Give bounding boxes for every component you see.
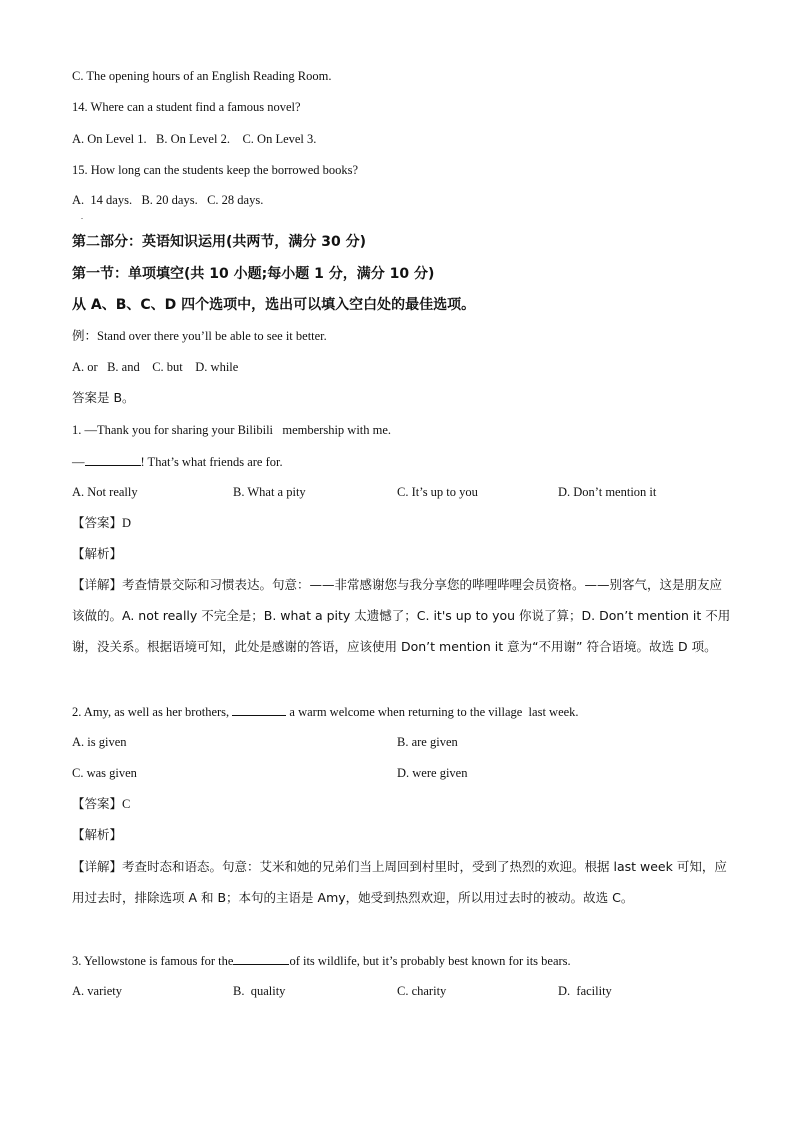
q3-options bbox=[72, 983, 722, 999]
answer-tag: 【答案】 bbox=[72, 796, 123, 811]
q1-option-a: A. Not really bbox=[72, 485, 138, 499]
q1-answer bbox=[72, 515, 131, 531]
q2-option-b: B. are given bbox=[397, 735, 458, 749]
q3-option-b: B. quality bbox=[233, 984, 286, 998]
q2-answer bbox=[72, 796, 130, 812]
q1-reply-suffix: ! That’s what friends are for. bbox=[140, 455, 283, 469]
q2-stem-suffix: a warm welcome when returning to the village last week. bbox=[286, 705, 579, 719]
q1-option-d: D. Don’t mention it bbox=[558, 485, 657, 499]
answer-value: D bbox=[122, 516, 132, 530]
q2-option-c: C. was given bbox=[72, 766, 137, 780]
q2-stem-prefix: 2. Amy, as well as her brothers, bbox=[72, 705, 233, 719]
q1-detail-text: 考查情景交际和习惯表达。句意：——非常感谢您与我分享您的哔哩哔哩会员资格。——别客气，这是朋友应该做的。A. not really 不完全是；B. what a pity 太遗憾了；C. it's up to you 你说了算；D. Don’t mention it 不用谢，没关系。根据语境可知，此处是感谢的答语，应该使用 Don’t mention it 意为“不用谢” 符合语境。故选 D 项。 bbox=[72, 577, 731, 654]
q3-option-c: C. charity bbox=[397, 984, 447, 998]
q2-options-row2 bbox=[72, 765, 722, 781]
q2-option-a: A. is given bbox=[72, 735, 127, 749]
example-answer: 答案是 B。 bbox=[72, 390, 135, 405]
q1-analysis-tag: 【解析】 bbox=[72, 546, 123, 561]
q2-detail-text: 考查时态和语态。句意：艾米和她的兄弟们当上周回到村里时，受到了热烈的欢迎。根据 last week 可知，应用过去时，排除选项 A 和 B；本句的主语是 Amy，她受到热烈欢迎，所以用过去时的被动。故选 C。 bbox=[72, 859, 727, 905]
q3-stem bbox=[72, 952, 571, 969]
q15-options: A. 14 days. B. 20 days. C. 28 days. bbox=[72, 193, 264, 207]
q2-detail bbox=[72, 851, 732, 913]
q14-options: A. On Level 1. B. On Level 2. C. On Level 3. bbox=[72, 132, 317, 146]
q2-options-row1 bbox=[72, 734, 722, 750]
q13-option-c: C. The opening hours of an English Reading Room. bbox=[72, 69, 332, 83]
q1-blank bbox=[85, 453, 141, 466]
q2-option-d: D. were given bbox=[397, 766, 468, 780]
q2-analysis-tag: 【解析】 bbox=[72, 827, 123, 842]
q3-option-d: D. facility bbox=[558, 984, 612, 998]
q2-stem bbox=[72, 703, 579, 720]
q2-blank bbox=[232, 703, 286, 716]
answer-tag: 【答案】 bbox=[72, 515, 123, 530]
q14-stem: 14. Where can a student find a famous novel? bbox=[72, 100, 301, 114]
stray-dot: . bbox=[81, 212, 83, 221]
q1-reply-prefix: — bbox=[72, 455, 85, 469]
q1-option-c: C. It’s up to you bbox=[397, 485, 478, 499]
detail-tag: 【详解】 bbox=[72, 859, 123, 874]
example-options: A. or B. and C. but D. while bbox=[72, 360, 239, 374]
q3-stem-prefix: 3. Yellowstone is famous for the bbox=[72, 954, 234, 968]
q1-reply bbox=[72, 453, 283, 470]
q1-options bbox=[72, 484, 722, 500]
detail-tag: 【详解】 bbox=[72, 577, 123, 592]
part2-title: 第二部分：英语知识运用(共两节，满分 30 分) bbox=[72, 234, 367, 250]
q1-detail bbox=[72, 569, 732, 662]
section1-title: 第一节：单项填空(共 10 小题;每小题 1 分，满分 10 分) bbox=[72, 266, 435, 282]
instruction: 从 A、B、C、D 四个选项中，选出可以填入空白处的最佳选项。 bbox=[72, 297, 476, 313]
q3-stem-suffix: of its wildlife, but it’s probably best known for its bears. bbox=[289, 954, 571, 968]
q1-stem: 1. —Thank you for sharing your Bilibili membership with me. bbox=[72, 423, 392, 437]
q1-option-b: B. What a pity bbox=[233, 485, 306, 499]
example-sentence: 例：Stand over there you’ll be able to see it better. bbox=[72, 329, 327, 343]
answer-value: C bbox=[122, 797, 131, 811]
q15-stem: 15. How long can the students keep the borrowed books? bbox=[72, 163, 359, 177]
q3-option-a: A. variety bbox=[72, 984, 122, 998]
q3-blank bbox=[233, 952, 289, 965]
